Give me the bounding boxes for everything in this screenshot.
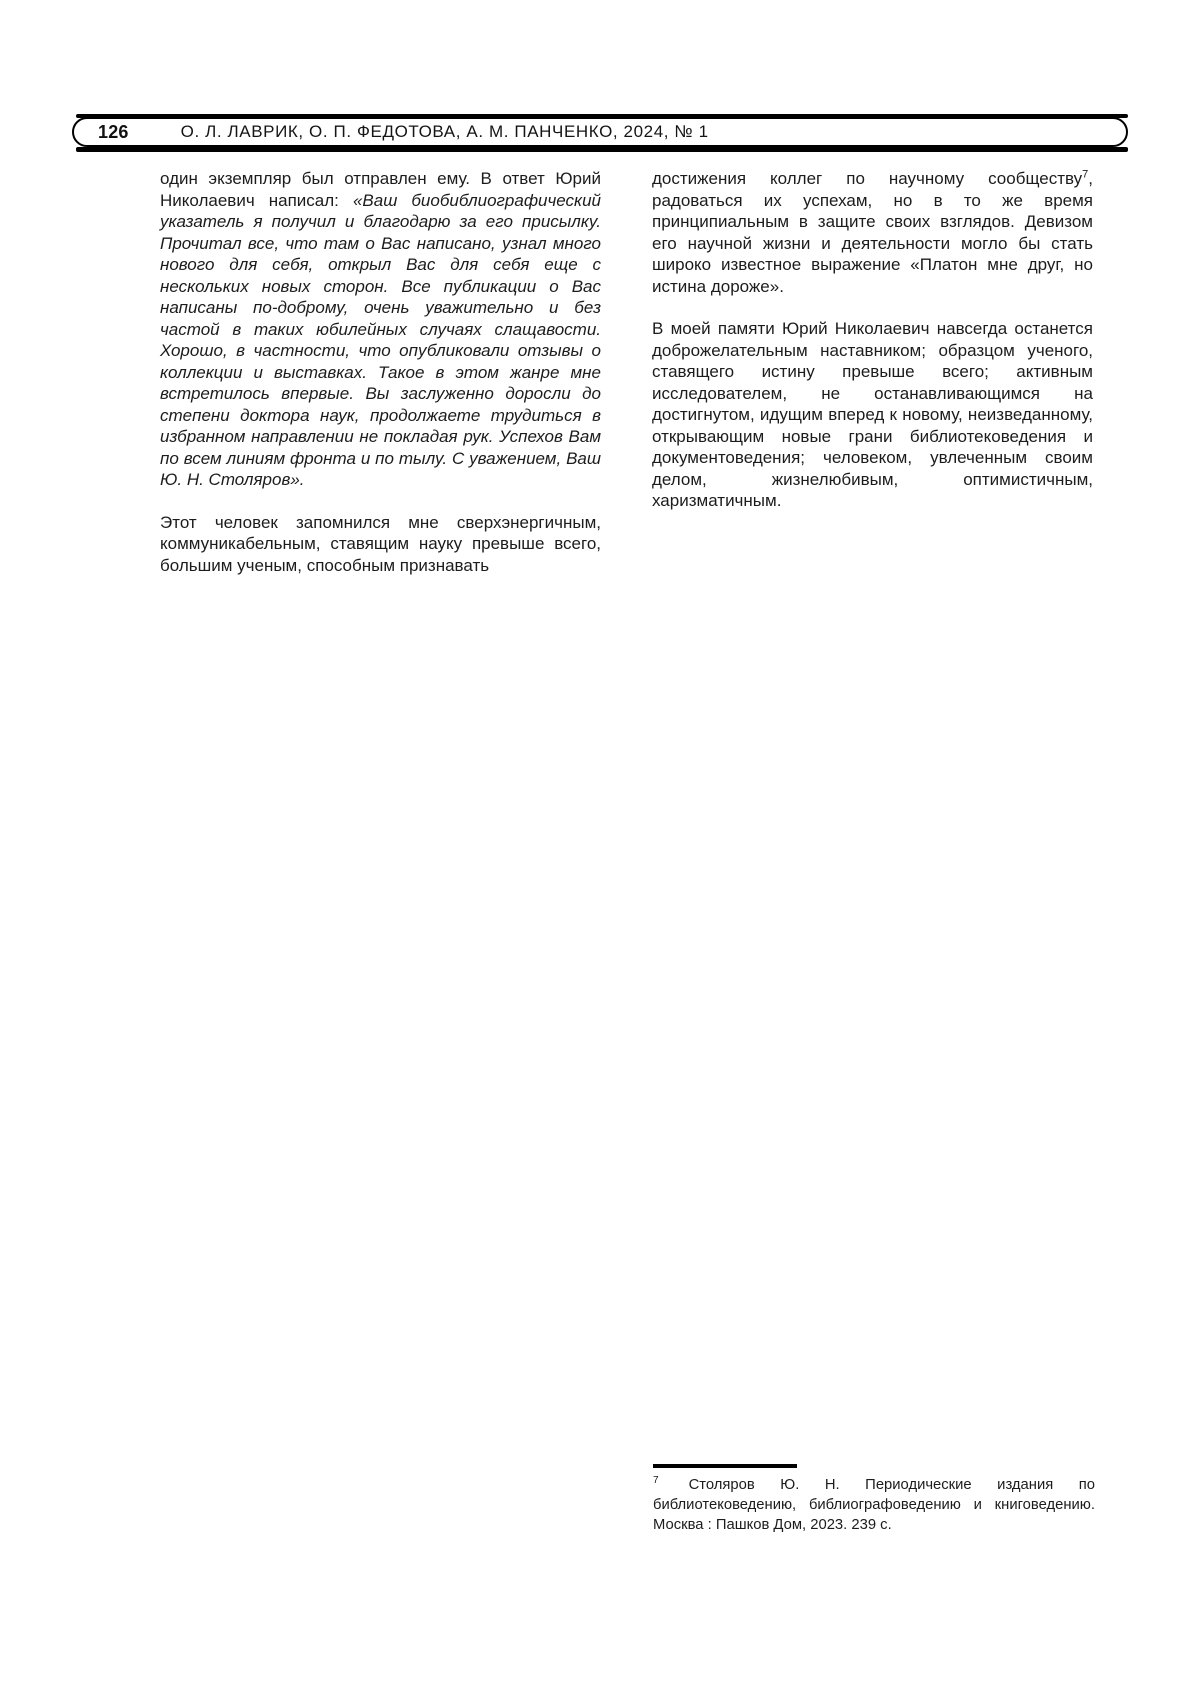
- footnote-reference: Столяров Ю. Н. Периодические издания по библиотековедению, библиографоведению и книговедению. Москва : Пашков Дом, 2023. 239 с.: [653, 1476, 1095, 1533]
- column-left: [160, 168, 601, 597]
- paragraph: Этот человек запомнился мне сверхэнергичным, коммуникабельным, ставящим науку превыше всего, большим ученым, способным признавать: [160, 512, 601, 575]
- paragraph: один экземпляр был отправлен ему. В ответ Юрий Николаевич написал: «Ваш биобиблиографический указатель я получил и благодарю за его присылку. Прочитал все, что там о Вас написано, узнал много нового для себя, открыл Вас для себя еще с нескольких новых сторон. Все публикации о Вас написаны по-доброму, очень уважительно и без частой в таких юбилейных случаях слащавости. Хорошо, в частности, что опубликовали отзывы о коллекции и выставках. Такое в этом жанре мне встретилось впервые. Вы заслуженно доросли до степени доктора наук, продолжаете трудиться в избранном направлении не покладая рук. Успехов Вам по всем линиям фронта и по тылу. С уважением, Ваш Ю. Н. Столяров».: [160, 169, 601, 489]
- header-rule-bottom: [76, 147, 1128, 152]
- footnote: [653, 1464, 1095, 1535]
- page-number: 126: [98, 121, 129, 142]
- footnote-text: [653, 1475, 1095, 1535]
- running-header: [0, 0, 1200, 160]
- header-capsule: [72, 117, 1128, 147]
- paragraph: достижения коллег по научному сообществу$^7$, радоваться их успехам, но в то же время принципиальным в защите своих взглядов. Девизом его научной жизни и деятельности могло бы стать широко известное выражение «Платон мне друг, но истина дороже».: [652, 168, 1093, 296]
- column-right: [652, 168, 1093, 597]
- running-title: О. Л. ЛАВРИК, О. П. ФЕДОТОВА, А. М. ПАНЧЕНКО, 2024, № 1: [180, 122, 709, 141]
- paragraph: В моей памяти Юрий Николаевич навсегда останется доброжелательным наставником; образцом ученого, ставящего истину превыше всего; активным исследователем, не останавливающимся на достигнутом, идущим вперед к новому, неизведанному, открывающим новые грани библиотековедения и документоведения; человеком, увлеченным своим делом, жизнелюбивым, оптимистичным, харизматичным.: [652, 319, 1093, 510]
- footnote-rule: [653, 1464, 797, 1468]
- footnote-marker: 7: [653, 1474, 659, 1486]
- content-columns: [160, 168, 1094, 597]
